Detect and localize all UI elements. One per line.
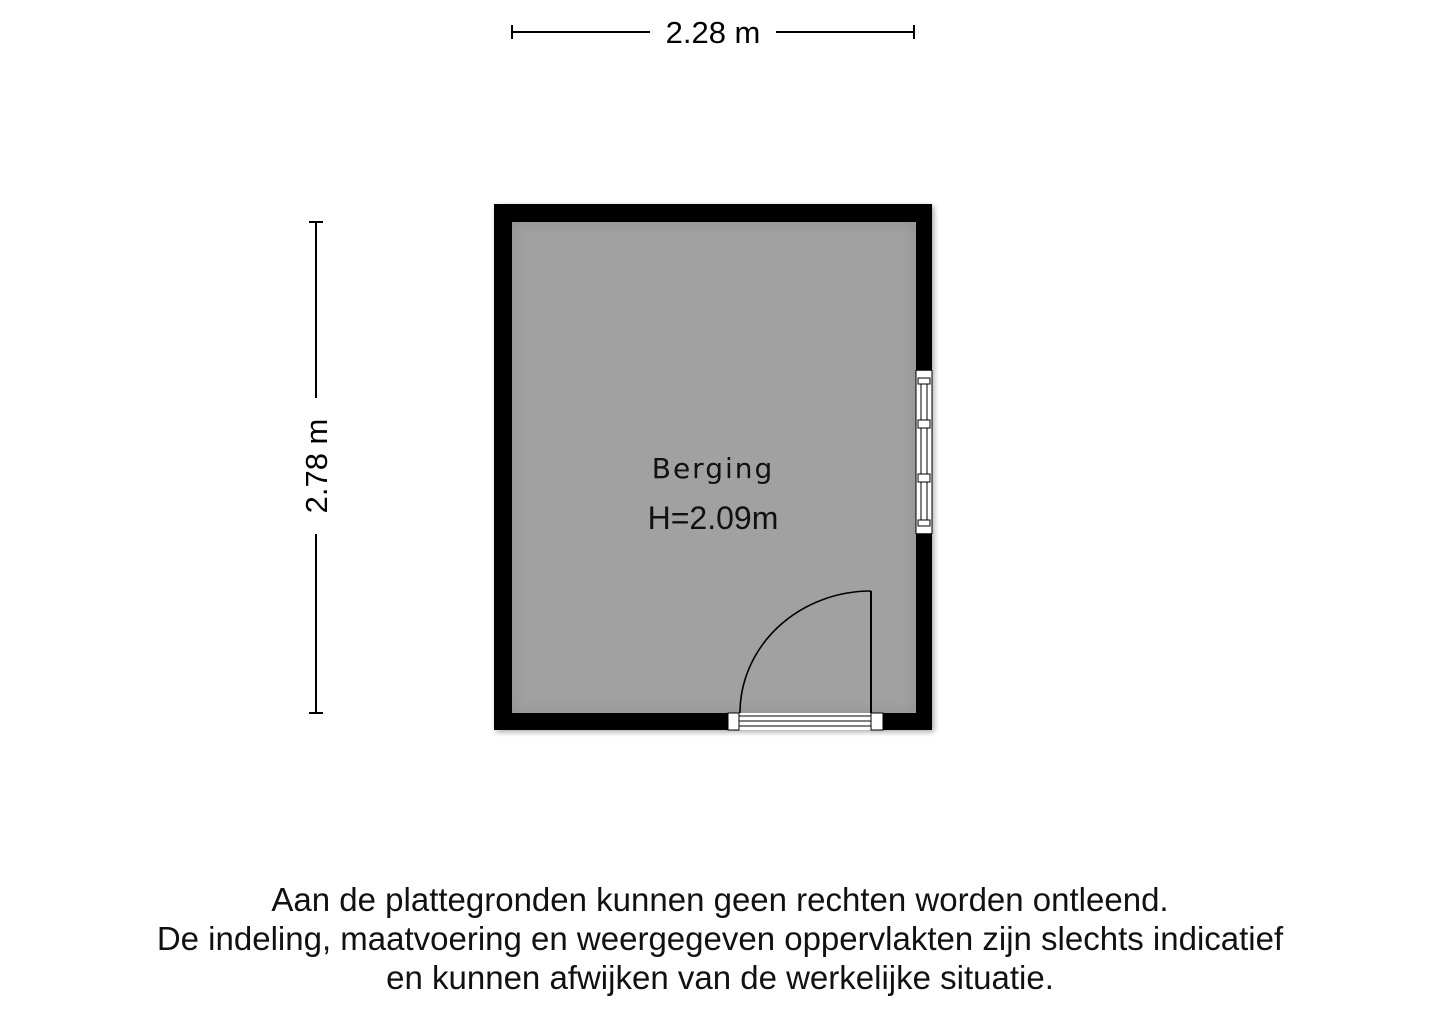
window-right-wall	[916, 370, 932, 534]
disclaimer-text	[0, 880, 1440, 997]
depth-dimension-label: 2.78 m	[299, 418, 334, 514]
room-height-label: H=2.09m	[647, 500, 779, 536]
depth-dimension	[299, 222, 334, 713]
width-dimension	[512, 15, 914, 50]
disclaimer-line-3: en kunnen afwijken van de werkelijke situatie.	[386, 959, 1054, 996]
width-dimension-label: 2.28 m	[665, 15, 761, 50]
disclaimer-line-2: De indeling, maatvoering en weergegeven oppervlakten zijn slechts indicatief	[156, 920, 1284, 957]
disclaimer-line-1: Aan de plattegronden kunnen geen rechten worden ontleend.	[271, 881, 1169, 918]
room-name-label: Berging	[651, 452, 775, 485]
room-berging	[494, 204, 932, 730]
